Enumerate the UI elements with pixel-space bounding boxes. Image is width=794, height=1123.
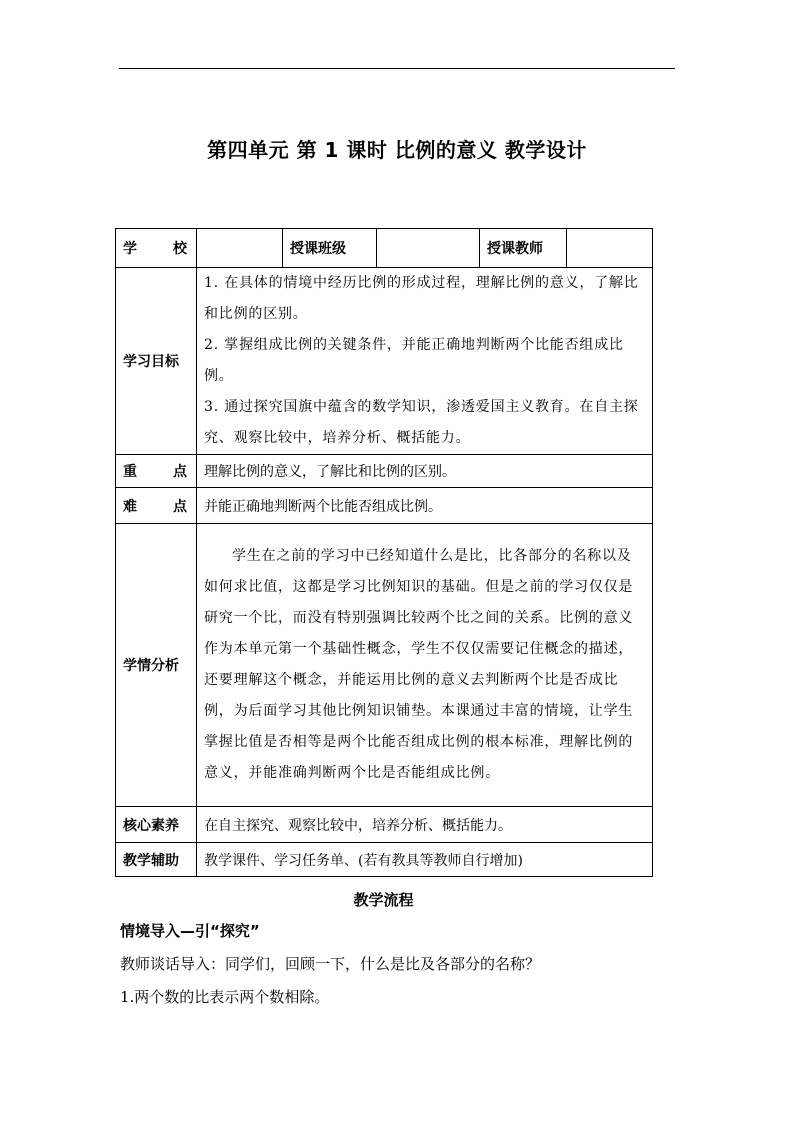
analysis-text: 学生在之前的学习中已经知道什么是比，比各部分的名称以及如何求比值，这都是学习比例知识的基础。但是之前的学习仅仅是研究一个比，而没有特别强调比较两个比之间的关系。比例的意义作为本单元第一个基础性概念，学生不仅仅需要记住概念的描述，还要理解这个概念，并能运用比例的意义去判断两个比是否成比例，为后面学习其他比例知识铺垫。本课通过丰富的情境，让学生掌握比值是否相等是两个比能否组成比例的根本标准，理解比例的意义，并能准确判断两个比是否能组成比例。 xyxy=(197,524,653,807)
page-title: 第四单元 第 1 课时 比例的意义 教学设计 xyxy=(207,138,587,162)
goals-cell xyxy=(197,268,653,455)
key-label-char-1: 重 xyxy=(123,464,137,480)
table-row xyxy=(116,843,653,877)
goals-label: 学习目标 xyxy=(116,268,197,455)
school-label-char-1: 学 xyxy=(123,241,137,257)
class-label: 授课班级 xyxy=(283,229,377,268)
lesson-plan-table xyxy=(115,228,653,877)
school-label-cell xyxy=(116,229,197,268)
table-row xyxy=(116,524,653,807)
difficult-label-char-1: 难 xyxy=(123,498,137,515)
analysis-label: 学情分析 xyxy=(116,524,197,807)
flow-title: 教学流程 xyxy=(353,891,414,909)
aids-label: 教学辅助 xyxy=(116,843,197,877)
table-row xyxy=(116,268,653,455)
table-row xyxy=(116,488,653,524)
difficult-text: 并能正确地判断两个比能否组成比例。 xyxy=(197,488,653,524)
difficult-label-cell xyxy=(116,488,197,524)
difficult-label-char-2: 点 xyxy=(173,498,187,515)
key-text: 理解比例的意义，了解比和比例的区别。 xyxy=(197,455,653,488)
point-1-paragraph: 1.两个数的比表示两个数相除。 xyxy=(120,988,330,1006)
goal-item: 2. 掌握组成比例的关键条件，并能正确地判断两个比能否组成比例。 xyxy=(204,337,624,384)
core-label: 核心素养 xyxy=(116,807,197,843)
core-text: 在自主探究、观察比较中，培养分析、概括能力。 xyxy=(197,807,653,843)
teacher-label: 授课教师 xyxy=(480,229,567,268)
goal-item: 3. 通过探究国旗中蕴含的数学知识，渗透爱国主义教育。在自主探究、观察比较中，培养分析、概括能力。 xyxy=(204,399,639,446)
school-label-char-2: 校 xyxy=(173,241,187,257)
intro-paragraph: 教师谈话导入：同学们，回顾一下，什么是比及各部分的名称？ xyxy=(120,955,541,973)
aids-text: 教学课件、学习任务单、(若有教具等教师自行增加) xyxy=(197,843,653,877)
header-rule xyxy=(119,68,675,69)
section-heading: 情境导入—引“探究” xyxy=(120,922,260,940)
table-row xyxy=(116,455,653,488)
table-row xyxy=(116,229,653,268)
key-label-cell xyxy=(116,455,197,488)
table-row xyxy=(116,807,653,843)
goal-item: 1. 在具体的情境中经历比例的形成过程，理解比例的意义，了解比和比例的区别。 xyxy=(204,275,639,322)
school-value-cell[interactable] xyxy=(197,229,283,268)
key-label-char-2: 点 xyxy=(173,464,187,480)
class-value-cell[interactable] xyxy=(377,229,480,268)
teacher-value-cell[interactable] xyxy=(567,229,653,268)
